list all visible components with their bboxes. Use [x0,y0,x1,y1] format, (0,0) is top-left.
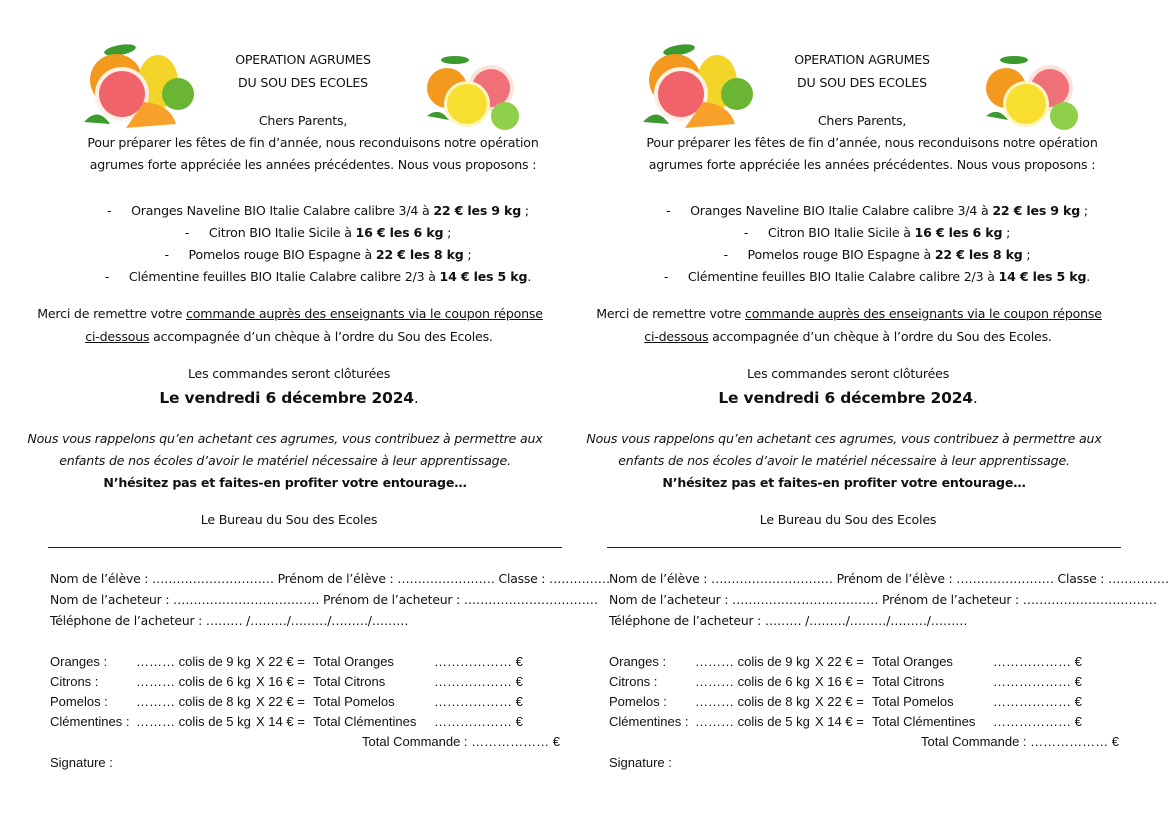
reminder-line-1: Nous vous rappelons qu’en achetant ces agrumes, vous contribuez à permettre aux [27,431,543,446]
product-oranges: - Oranges Naveline BIO Italie Calabre calibre 3/4 à 22 € les 9 kg ; [107,203,529,218]
order-qty[interactable]: ……… colis de 6 kg [695,674,810,689]
order-amount[interactable]: ……………… € [434,694,523,709]
signature-field[interactable]: Signature : [609,755,672,770]
greeting: Chers Parents, [258,113,348,128]
signature-field[interactable]: Signature : [50,755,113,770]
order-label: Citrons : [50,674,99,689]
order-total-label: Total Clémentines [313,714,417,729]
order-mult: X 14 € = [256,714,305,729]
product-pomelos: - Pomelos rouge BIO Espagne à 22 € les 8 kg ; [164,247,472,262]
order-amount[interactable]: ……………… € [993,654,1082,669]
order-mult: X 16 € = [256,674,305,689]
citrus-image-right [984,54,1080,132]
bureau-signature: Le Bureau du Sou des Ecoles [200,512,378,527]
reminder-line-2: enfants de nos écoles d’avoir le matériel nécessaire à leur apprentissage. [618,453,1070,468]
citrus-image-left [639,42,757,136]
order-mult: X 22 € = [815,694,864,709]
phone-field[interactable]: Téléphone de l’acheteur : ……… /………/………/………/……… [609,613,968,628]
student-field[interactable]: Nom de l’élève : ………………………… Prénom de l’élève : …………………… Classe : …………… [609,571,1169,586]
merci-line-1: Merci de remettre votre commande auprès des enseignants via le coupon réponse [37,306,543,321]
order-amount[interactable]: ……………… € [434,654,523,669]
order-total-label: Total Pomelos [313,694,395,709]
order-amount[interactable]: ……………… € [434,714,523,729]
order-qty[interactable]: ……… colis de 5 kg [695,714,810,729]
intro-line-1: Pour préparer les fêtes de fin d’année, nous reconduisons notre opération [646,135,1098,150]
merci-line-2: ci-dessous accompagnée d’un chèque à l’ordre du Sou des Ecoles. [85,329,493,344]
product-pomelos: - Pomelos rouge BIO Espagne à 22 € les 8 kg ; [723,247,1031,262]
closing-date: Le vendredi 6 décembre 2024. [159,389,419,407]
flyer-right [559,0,1169,827]
order-qty[interactable]: ……… colis de 8 kg [136,694,251,709]
title-line-1: OPERATION AGRUMES [235,52,371,67]
cut-line [48,547,562,548]
order-mult: X 22 € = [815,654,864,669]
order-mult: X 22 € = [256,694,305,709]
order-label: Clémentines : [609,714,689,729]
order-qty[interactable]: ……… colis de 5 kg [136,714,251,729]
merci-line-2: ci-dessous accompagnée d’un chèque à l’ordre du Sou des Ecoles. [644,329,1052,344]
order-mult: X 22 € = [256,654,305,669]
closing-label: Les commandes seront clôturées [187,366,391,381]
title-line-2: DU SOU DES ECOLES [238,75,368,90]
order-label: Pomelos : [609,694,667,709]
merci-line-1: Merci de remettre votre commande auprès des enseignants via le coupon réponse [596,306,1102,321]
student-field[interactable]: Nom de l’élève : ………………………… Prénom de l’élève : …………………… Classe : …………… [50,571,610,586]
product-citron: - Citron BIO Italie Sicile à 16 € les 6 kg ; [743,225,1011,240]
order-amount[interactable]: ……………… € [993,674,1082,689]
closing-date: Le vendredi 6 décembre 2024. [718,389,978,407]
product-citron: - Citron BIO Italie Sicile à 16 € les 6 kg ; [184,225,452,240]
buyer-field[interactable]: Nom de l’acheteur : ……………………………… Prénom de l’acheteur : …………………………… [50,592,598,607]
closing-label: Les commandes seront clôturées [746,366,950,381]
intro-line-1: Pour préparer les fêtes de fin d’année, nous reconduisons notre opération [87,135,539,150]
citrus-image-left [80,42,198,136]
title-line-1: OPERATION AGRUMES [794,52,930,67]
total-command[interactable]: Total Commande : ……………… € [362,734,560,749]
order-mult: X 14 € = [815,714,864,729]
reminder-bold: N’hésitez pas et faites-en profiter votre entourage… [662,475,1026,490]
product-oranges: - Oranges Naveline BIO Italie Calabre calibre 3/4 à 22 € les 9 kg ; [666,203,1088,218]
order-mult: X 16 € = [815,674,864,689]
title-line-2: DU SOU DES ECOLES [797,75,927,90]
product-clementine: - Clémentine feuilles BIO Italie Calabre calibre 2/3 à 14 € les 5 kg. [663,269,1091,284]
order-label: Clémentines : [50,714,130,729]
order-label: Pomelos : [50,694,108,709]
order-total-label: Total Pomelos [872,694,954,709]
order-amount[interactable]: ……………… € [993,714,1082,729]
cut-line [607,547,1121,548]
order-total-label: Total Citrons [313,674,386,689]
order-qty[interactable]: ……… colis de 6 kg [136,674,251,689]
reminder-bold: N’hésitez pas et faites-en profiter votre entourage… [103,475,467,490]
order-total-label: Total Oranges [872,654,953,669]
order-label: Citrons : [609,674,658,689]
buyer-field[interactable]: Nom de l’acheteur : ……………………………… Prénom de l’acheteur : …………………………… [609,592,1157,607]
citrus-image-right [425,54,521,132]
total-command[interactable]: Total Commande : ……………… € [921,734,1119,749]
order-qty[interactable]: ……… colis de 8 kg [695,694,810,709]
phone-field[interactable]: Téléphone de l’acheteur : ……… /………/………/………/……… [50,613,409,628]
order-qty[interactable]: ……… colis de 9 kg [136,654,251,669]
intro-line-2: agrumes forte appréciée les années précédentes. Nous vous proposons : [648,157,1096,172]
order-total-label: Total Citrons [872,674,945,689]
bureau-signature: Le Bureau du Sou des Ecoles [759,512,937,527]
order-label: Oranges : [50,654,108,669]
order-total-label: Total Oranges [313,654,394,669]
order-amount[interactable]: ……………… € [993,694,1082,709]
reminder-line-1: Nous vous rappelons qu’en achetant ces agrumes, vous contribuez à permettre aux [586,431,1102,446]
order-total-label: Total Clémentines [872,714,976,729]
greeting: Chers Parents, [817,113,907,128]
order-qty[interactable]: ……… colis de 9 kg [695,654,810,669]
intro-line-2: agrumes forte appréciée les années précédentes. Nous vous proposons : [89,157,537,172]
order-amount[interactable]: ……………… € [434,674,523,689]
reminder-line-2: enfants de nos écoles d’avoir le matériel nécessaire à leur apprentissage. [59,453,511,468]
order-label: Oranges : [609,654,667,669]
product-clementine: - Clémentine feuilles BIO Italie Calabre calibre 2/3 à 14 € les 5 kg. [104,269,532,284]
